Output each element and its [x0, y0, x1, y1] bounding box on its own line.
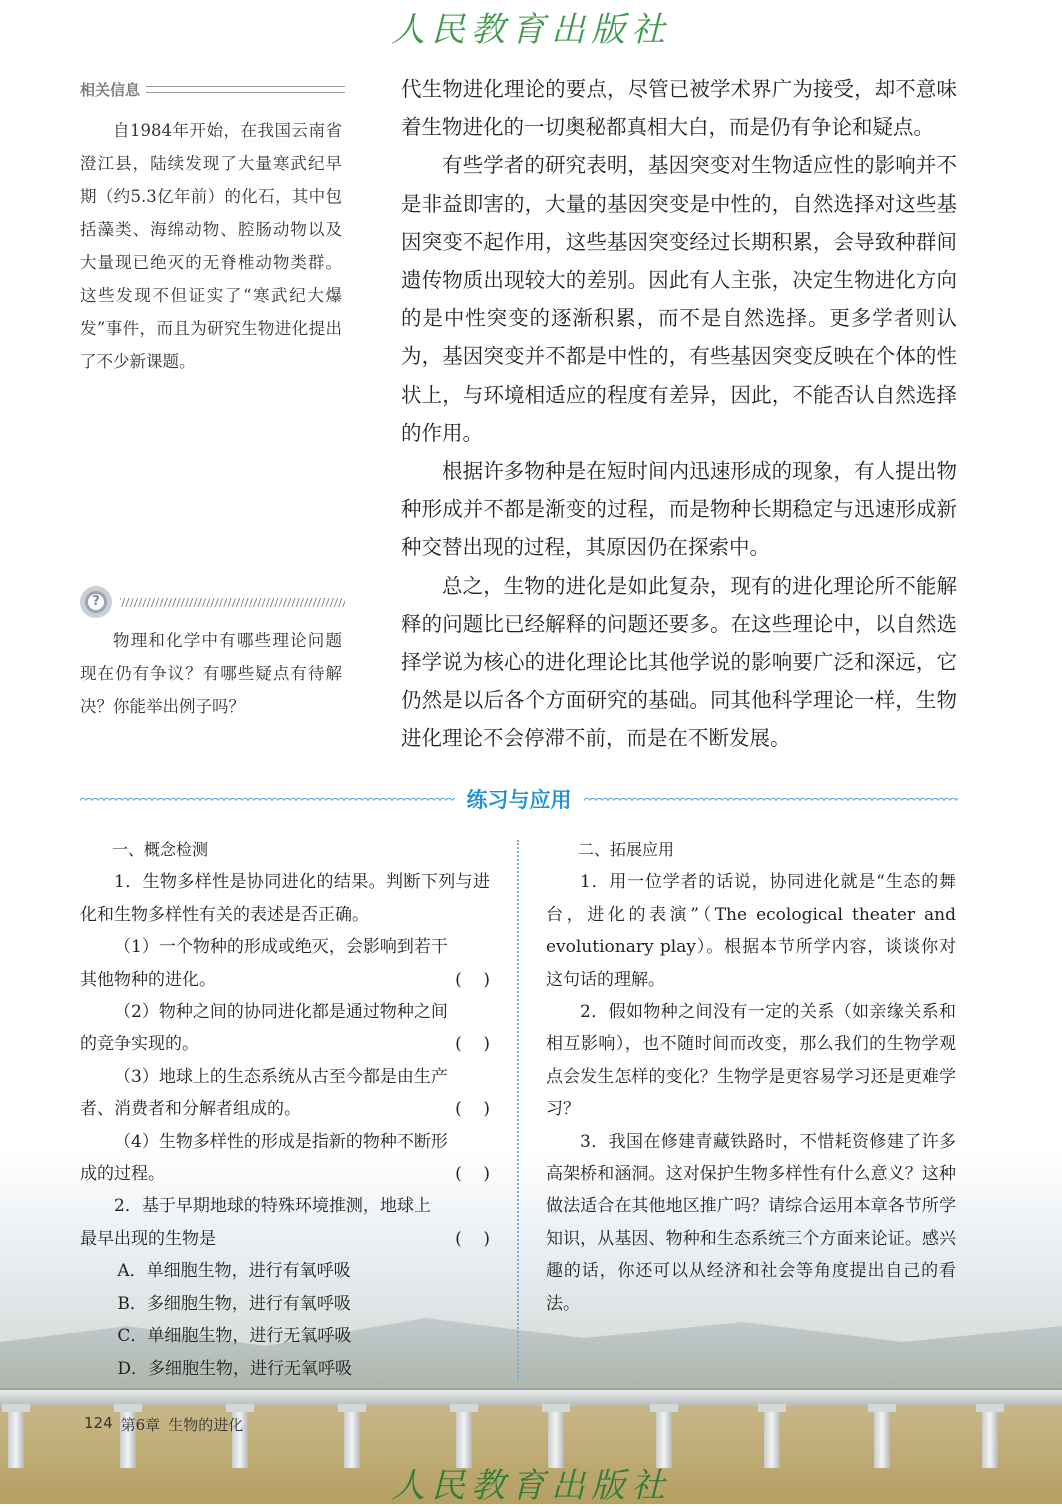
question-1-stem: 1．生物多样性是协同进化的结果。判断下列与进化和生物多样性有关的表述是否正确。 [80, 872, 490, 925]
paragraph: 有些学者的研究表明，基因突变对生物适应性的影响并不是非益即害的，大量的基因突变是中性的，自然选择对这些基因突变不起作用，这些基因突变经过长期积累，会导致种群间遗传物质出现较大的差别。因此有人主张，决定生物进化方向的是中性突变的逐渐积累，而不是自然选择。更多学者则认为，基因突变并不都是中性的，有些基因突变反映在个体的性状上，与环境相适应的程度有差异，因此，不能否认自然选择的作用。 [401, 153, 957, 445]
question-2-text: 最早出现的生物是 [80, 1228, 216, 1249]
exercise-title: 练习与应用 [466, 788, 572, 812]
header-rule [146, 86, 345, 93]
answer-paren: ( ) [455, 969, 490, 990]
paragraph: 根据许多物种是在短时间内迅速形成的现象，有人提出物种形成并不都是渐变的过程，而是物种长期稳定与迅速形成新种交替出现的过程，其原因仍在探索中。 [401, 459, 957, 560]
judgment-line [80, 1028, 490, 1060]
publisher-watermark-top: 人民教育出版社 [391, 10, 671, 50]
main-text [401, 70, 957, 758]
wave-rule-left [80, 795, 455, 803]
concept-check-column [80, 834, 490, 1385]
part1-heading: 一、概念检测 [112, 840, 209, 859]
page-footer [84, 1414, 243, 1435]
option-c: C．单细胞生物，进行无氧呼吸 [117, 1326, 352, 1347]
application-question: 3．我国在修建青藏铁路时，不惜耗资修建了许多高架桥和涵洞。这对保护生物多样性有什么意义？这种做法适合在其他地区推广吗？请综合运用本章各节所学知识，从基因、物种和生态系统三个方面来论证。感兴趣的话，你还可以从经济和社会等角度提出自己的看法。 [546, 1131, 956, 1314]
extended-application-column [546, 834, 956, 1320]
question-box-header [80, 585, 345, 619]
railway-bridge-image [0, 1388, 1062, 1406]
chapter-number: 第6章 [120, 1416, 161, 1434]
application-question: 1．用一位学者的话说，协同进化就是“生态的舞台，进化的表演”（The ecological theater and evolutionary play）。根据本节所学内容，谈谈你对这句话的理解。 [546, 872, 956, 990]
judgment-text: 者、消费者和分解者组成的。 [80, 1099, 301, 1120]
judgment-text: 的竞争实现的。 [80, 1034, 199, 1055]
judgment-line [80, 1093, 490, 1125]
question-2-line [80, 1223, 490, 1255]
answer-paren: ( ) [455, 1034, 490, 1055]
judgment-line: （2）物种之间的协同进化都是通过物种之间 [114, 1002, 448, 1023]
part2-heading: 二、拓展应用 [578, 840, 675, 859]
judgment-line: （4）生物多样性的形成是指新的物种不断形 [114, 1131, 448, 1152]
option-d: D．多细胞生物，进行无氧呼吸 [117, 1358, 353, 1379]
paragraph: 总之，生物的进化是如此复杂，现有的进化理论所不能解释的问题比已经解释的问题还要多。在这些理论中，以自然选择学说为核心的进化理论比其他学说的影响要广泛和深远，它仍然是以后各个方面研究的基础。同其他科学理论一样，生物进化理论不会停滞不前，而是在不断发展。 [401, 573, 957, 751]
related-info-title: 相关信息 [80, 80, 141, 99]
exercise-section-header [80, 783, 958, 815]
option-a: A．单细胞生物，进行有氧呼吸 [117, 1261, 351, 1282]
judgment-line: （3）地球上的生态系统从古至今都是由生产 [114, 1066, 448, 1087]
paragraph: 代生物进化理论的要点，尽管已被学术界广为接受，却不意味着生物进化的一切奥秘都真相大白，而是仍有争论和疑点。 [401, 77, 957, 140]
related-info-text: 自1984年开始，在我国云南省澄江县，陆续发现了大量寒武纪早期（约5.3亿年前）的化石，其中包括藻类、海绵动物、腔肠动物以及大量现已绝灭的无脊椎动物类群。这些发现不但证实了“寒武纪大爆发”事件，而且为研究生物进化提出了不少新课题。 [80, 121, 342, 371]
answer-paren: ( ) [455, 1164, 490, 1185]
judgment-text: 其他物种的进化。 [80, 969, 216, 990]
hatch-rule [120, 598, 345, 607]
question-text: 物理和化学中有哪些理论问题现在仍有争议？有哪些疑点有待解决？你能举出例子吗？ [80, 631, 342, 716]
question-2-stem: 2．基于早期地球的特殊环境推测，地球上 [114, 1196, 431, 1217]
page-number: 124 [84, 1414, 113, 1432]
answer-paren: ( ) [455, 1099, 490, 1120]
publisher-watermark-bottom: 人民教育出版社 [391, 1466, 671, 1506]
judgment-line: （1）一个物种的形成或绝灭，会影响到若干 [114, 937, 448, 958]
answer-paren: ( ) [455, 1228, 490, 1249]
option-b: B．多细胞生物，进行有氧呼吸 [117, 1293, 351, 1314]
question-mark-icon: ? [80, 586, 112, 618]
column-divider [517, 840, 519, 1380]
judgment-text: 成的过程。 [80, 1164, 165, 1185]
judgment-line [80, 1158, 490, 1190]
related-info-header [80, 78, 345, 100]
wave-rule-right [584, 795, 959, 803]
judgment-line [80, 964, 490, 996]
chapter-title: 生物的进化 [168, 1416, 244, 1434]
application-question: 2．假如物种之间没有一定的关系（如亲缘关系和相互影响），也不随时间而改变，那么我们的生物学观点会发生怎样的变化？生物学是更容易学习还是更难学习？ [546, 1002, 956, 1120]
